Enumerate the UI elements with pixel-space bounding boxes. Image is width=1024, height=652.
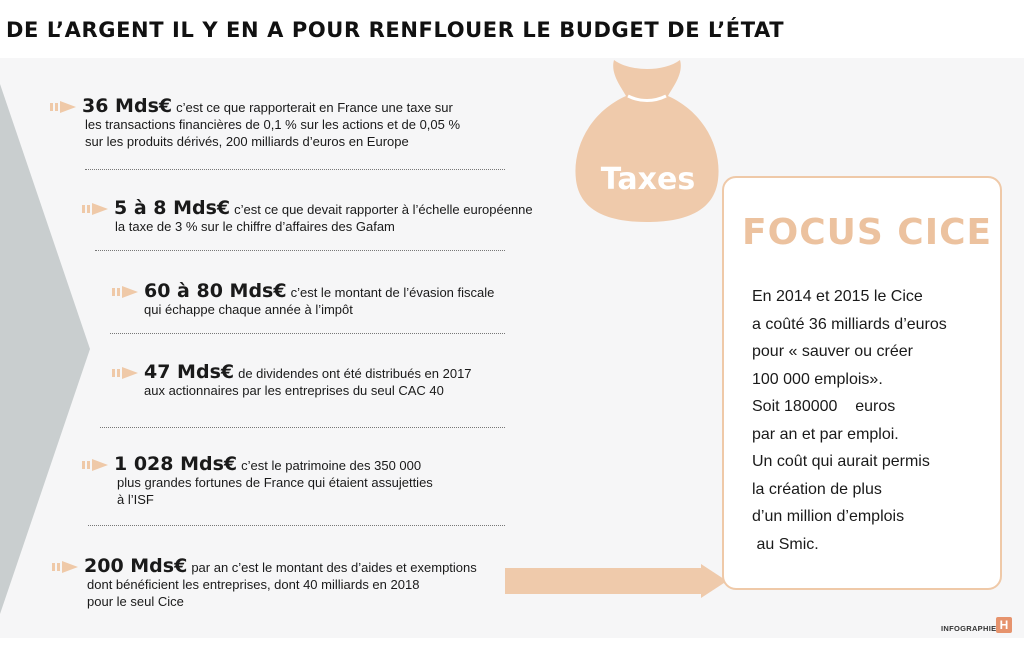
item-text: c’est ce que rapporterait en France une taxe sur [176,100,453,115]
list-item [50,95,461,150]
item-text: sur les produits dérivés, 200 milliards d’euros en Europe [85,134,409,149]
connector-arrow-icon [505,564,727,598]
chevron-shape [0,84,90,614]
divider [85,169,505,170]
page-title: DE L’ARGENT IL Y EN A POUR RENFLOUER LE BUDGET DE L’ÉTAT [6,18,785,42]
amount: 5 à 8 Mds€ [114,197,231,219]
item-text: c’est le montant de l’évasion fiscale [290,285,495,300]
focus-line: pour « sauver ou créer [752,343,913,360]
item-text: pour le seul Cice [87,594,184,609]
bag-label: Taxes [600,162,696,197]
amount: 200 Mds€ [84,555,188,577]
item-text: de dividendes ont été distribués en 2017 [238,366,472,381]
divider [88,525,505,526]
arrow-icon [82,459,108,471]
focus-line: la création de plus [752,480,882,498]
item-text: c’est le patrimoine des 350 000 [241,458,422,473]
arrow-icon [82,203,108,215]
arrow-icon [112,286,138,298]
arrow-icon [50,101,76,113]
focus-title: FOCUS CICE [742,212,993,253]
amount: 1 028 Mds€ [114,453,238,475]
amount: 47 Mds€ [144,361,235,383]
list-item [52,555,477,610]
item-text: qui échappe chaque année à l’impôt [144,302,353,317]
divider [95,250,505,251]
item-text: par an c’est le montant des d’aides et exemptions [191,560,477,575]
focus-line: 100 000 emplois». [752,370,883,388]
amount: 60 à 80 Mds€ [144,280,287,302]
item-text: à l’ISF [117,492,154,507]
logo-icon: H [996,617,1012,633]
list-item [82,197,533,235]
item-text: aux actionnaires par les entreprises du seul CAC 40 [144,383,444,398]
focus-line: au Smic. [752,535,819,553]
arrow-icon [112,367,138,379]
list-item [82,453,433,508]
item-text: c’est ce que devait rapporter à l’échelle européenne [234,202,533,217]
focus-line: d’un million d’emplois [752,508,905,525]
focus-line: a coûté 36 milliards d’euros [752,315,947,333]
item-text: les transactions financières de 0,1 % sur les actions et de 0,05 % [85,117,461,132]
arrow-icon [52,561,78,573]
amount: 36 Mds€ [82,95,173,117]
focus-line: Un coût qui aurait permis [752,453,930,470]
focus-text [752,283,947,558]
item-text: plus grandes fortunes de France qui étaient assujetties [117,475,433,490]
focus-line: Soit 180000 euros [752,398,896,415]
focus-line: En 2014 et 2015 le Cice [752,288,923,305]
item-text: dont bénéficient les entreprises, dont 40 milliards en 2018 [87,577,420,592]
list-item [112,280,495,318]
divider [110,333,505,334]
divider [100,427,505,428]
credit-text: INFOGRAPHIE [941,624,997,633]
item-text: la taxe de 3 % sur le chiffre d’affaires des Gafam [115,219,395,234]
focus-line: par an et par emploi. [752,425,899,443]
list-item [112,361,472,399]
